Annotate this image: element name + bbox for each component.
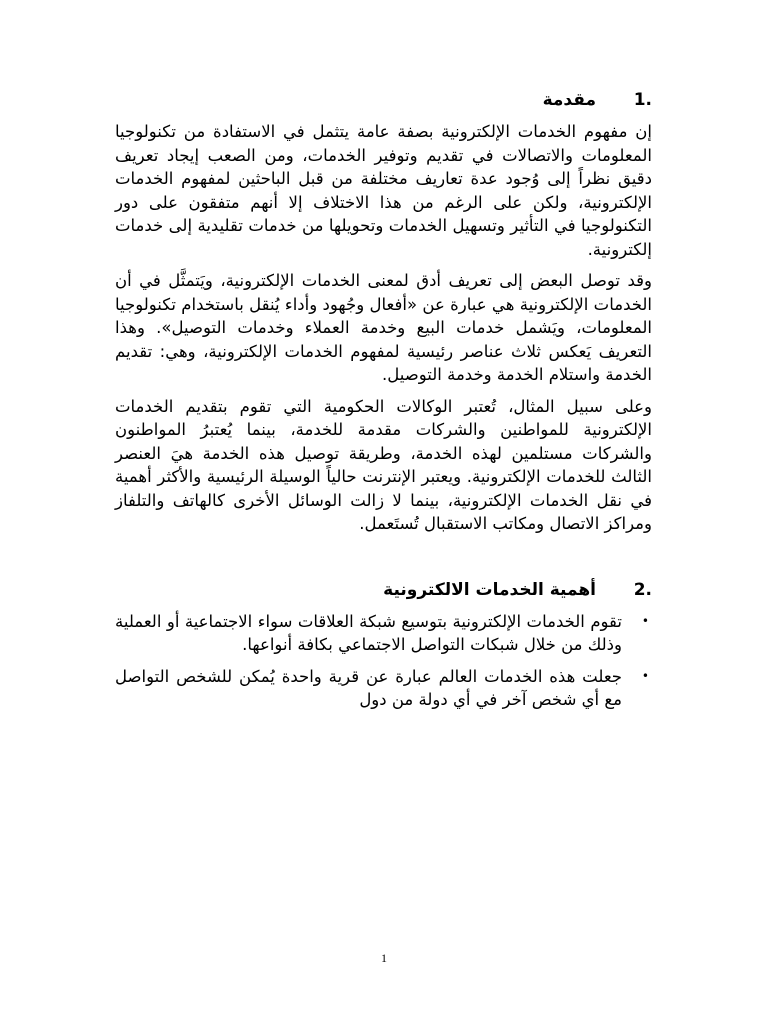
- section-heading: [115, 86, 652, 114]
- paragraph: إن مفهوم الخدمات الإلكترونية بصفة عامة يتثمل في الاستفادة من تكنولوجيا المعلومات والاتصالات في تقديم وتوفير الخدمات، ومن الصعب إيجاد تعريف دقيق نظراً إلى وُجود عدة تعاريف مختلفة من قبل الباحثين لمفهوم الخدمات الإلكترونية، ولكن على الرغم من هذا الاختلاف إلا أنهم متفقون على دور التكنولوجيا في التأثير وتسهيل الخدمات وتحويلها من خدمات تقليدية إلى خدمات إلكترونية.: [115, 122, 652, 259]
- document-body: [115, 86, 652, 720]
- bullet-icon: •: [641, 668, 649, 683]
- section-heading: [115, 576, 652, 604]
- section-title: أهمية الخدمات الالكترونية: [383, 579, 596, 600]
- section-importance: [115, 576, 652, 712]
- list-item: [115, 665, 652, 712]
- list-item-text: تقوم الخدمات الإلكترونية بتوسيع شبكة العلاقات سواء الاجتماعية أو العملية وذلك من خلال شبكات التواصل الاجتماعي بكافة أنواعها.: [115, 611, 622, 654]
- list-item: [115, 610, 652, 657]
- list-item-text: جعلت هذه الخدمات العالم عبارة عن قرية واحدة يُمكن للشخص التواصل مع أي شخص آخر في أي دولة من دول: [115, 666, 622, 709]
- bullet-list: [115, 610, 652, 712]
- paragraph: وقد توصل البعض إلى تعريف أدق لمعنى الخدمات الإلكترونية، ويَتمثَّل في أن الخدمات الإلكترونية هي عبارة عن «أفعال وجُهود وأداء يُنقل باستخدام تكنولوجيا المعلومات، ويَشمل خدمات البيع وخدمة العملاء وخدمات التوصيل». وهذا التعريف يَعكس ثلاث عناصر رئيسية لمفهوم الخدمات الإلكترونية، وهي: تقديم الخدمة واستلام الخدمة وخدمة التوصيل.: [115, 271, 652, 384]
- page-number: 1: [381, 951, 387, 965]
- section-number: 1.: [633, 90, 652, 110]
- section-title: مقدمة: [542, 90, 596, 110]
- section-number: 2.: [633, 579, 652, 600]
- section-introduction: [115, 86, 652, 536]
- bullet-icon: •: [641, 613, 649, 628]
- paragraph: وعلى سبيل المثال، تُعتبر الوكالات الحكومية التي تقوم بتقديم الخدمات الإلكترونية للمواطنين والشركات مقدمة للخدمة، بينما يُعتبرُ المواطنون والشركات مستلمين لهذه الخدمة، وطريقة توصيل هذه الخدمة هيَ العنصر الثالث للخدمات الإلكترونية. ويعتبر الإنترنت حالياً الوسيلة الرئيسية والأكثر أهمية في نقل الخدمات الإلكترونية، بينما لا زالت الوسائل الأخرى كالهاتف والتلفاز ومراكز الاتصال ومكاتب الاستقبال تُستَعمل.: [115, 396, 652, 533]
